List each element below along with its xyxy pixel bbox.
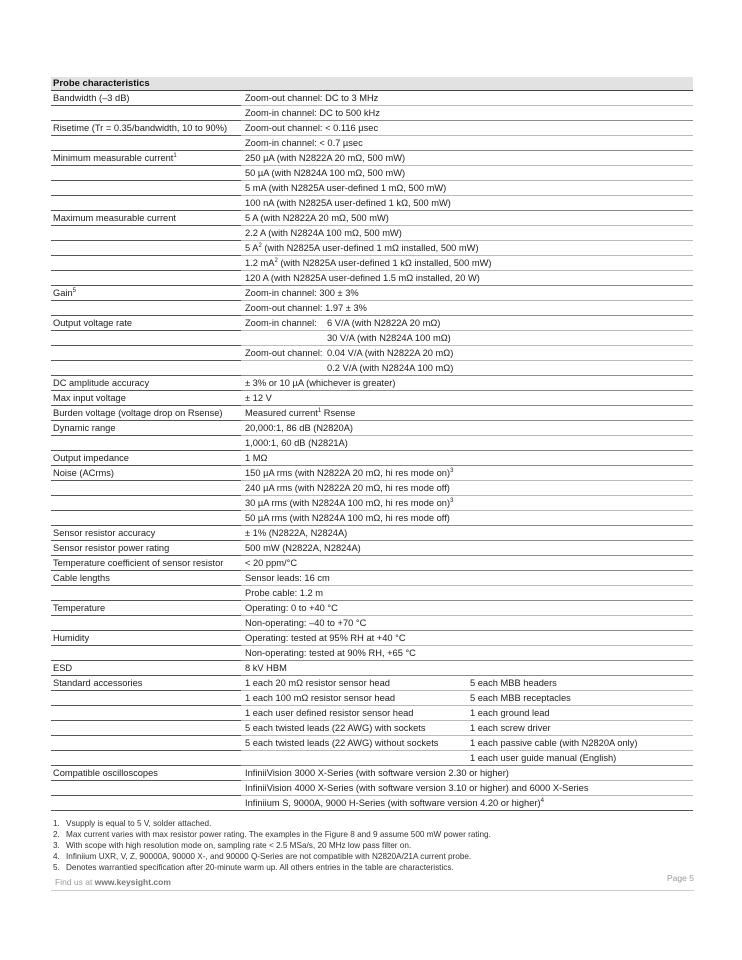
footnote-ref: 5 bbox=[72, 288, 76, 294]
row-value-text: 1,000:1, 60 dB (N2821A) bbox=[245, 438, 348, 448]
row-label-text: Temperature bbox=[53, 603, 106, 613]
footnote-ref: 1 bbox=[317, 408, 322, 414]
row-value-text: Zoom-in channel: DC to 500 kHz bbox=[245, 108, 380, 118]
table-row bbox=[51, 721, 693, 736]
row-value bbox=[241, 481, 693, 496]
row-value bbox=[241, 151, 693, 166]
row-label-text: ESD bbox=[53, 663, 73, 673]
table-row bbox=[51, 241, 693, 256]
row-label-text: Cable lengths bbox=[53, 573, 110, 583]
table-row bbox=[51, 136, 693, 151]
table-row bbox=[51, 301, 693, 316]
row-value bbox=[241, 601, 693, 616]
page-number: Page 5 bbox=[667, 873, 694, 883]
row-label bbox=[51, 436, 241, 451]
row-label bbox=[51, 211, 241, 226]
row-value bbox=[241, 346, 693, 361]
footnote-item bbox=[53, 829, 693, 840]
table-row bbox=[51, 271, 693, 286]
row-value-text: 0.04 V/A (with N2822A 20 mΩ) bbox=[327, 348, 454, 358]
row-label bbox=[51, 316, 241, 331]
row-value-text: 1 each passive cable (with N2820A only) bbox=[470, 738, 638, 748]
row-value-text: 5 each MBB headers bbox=[470, 678, 557, 688]
row-value-secondary bbox=[468, 691, 693, 706]
table-row bbox=[51, 571, 693, 586]
table-row bbox=[51, 121, 693, 136]
row-label-text: Minimum measurable current bbox=[53, 153, 174, 163]
row-label bbox=[51, 706, 241, 721]
row-value-text: ± 12 V bbox=[245, 393, 272, 403]
row-label bbox=[51, 166, 241, 181]
row-value bbox=[241, 646, 693, 661]
row-value bbox=[241, 211, 693, 226]
row-value bbox=[241, 391, 693, 406]
row-value bbox=[241, 766, 693, 781]
row-value bbox=[241, 736, 468, 751]
row-value-text: 6 V/A (with N2822A 20 mΩ) bbox=[327, 318, 441, 328]
table-row bbox=[51, 361, 693, 376]
row-label bbox=[51, 766, 241, 781]
row-label bbox=[51, 796, 241, 811]
table-row bbox=[51, 736, 693, 751]
footnote-item bbox=[53, 862, 693, 873]
row-value-text: 5 each twisted leads (22 AWG) with sockets bbox=[245, 723, 426, 733]
row-value-text: Zoom-in channel: 300 ± 3% bbox=[245, 288, 359, 298]
table-row bbox=[51, 316, 693, 331]
row-label bbox=[51, 526, 241, 541]
row-value bbox=[241, 781, 693, 796]
footnote-ref: 2 bbox=[258, 243, 262, 249]
row-value bbox=[241, 136, 693, 151]
row-label bbox=[51, 631, 241, 646]
row-label bbox=[51, 676, 241, 691]
footnote-item bbox=[53, 851, 693, 862]
row-label-text: Compatible oscilloscopes bbox=[53, 768, 158, 778]
row-label bbox=[51, 391, 241, 406]
table-row bbox=[51, 451, 693, 466]
row-value-text: InfiniiVision 3000 X-Series (with software version 2.30 or higher) bbox=[245, 768, 509, 778]
footer-website bbox=[55, 877, 171, 887]
row-value-secondary bbox=[468, 736, 693, 751]
row-value-key: Zoom-in channel: bbox=[245, 318, 317, 328]
row-label-text: Temperature coefficient of sensor resistor bbox=[53, 558, 224, 568]
table-row bbox=[51, 196, 693, 211]
table-row bbox=[51, 286, 693, 301]
table-body bbox=[51, 91, 693, 811]
row-value-text: Infiniium S, 9000A, 9000 H-Series (with software version 4.20 or higher) bbox=[245, 798, 541, 808]
row-label bbox=[51, 121, 241, 136]
row-label bbox=[51, 496, 241, 511]
row-value-text: 1 each ground lead bbox=[470, 708, 550, 718]
row-label-text: Risetime (Tr = 0.35/bandwidth, 10 to 90%) bbox=[53, 123, 228, 133]
row-label-text: Standard accessories bbox=[53, 678, 143, 688]
row-value bbox=[241, 451, 693, 466]
row-value bbox=[241, 91, 693, 106]
row-label bbox=[51, 541, 241, 556]
row-value-secondary bbox=[468, 721, 693, 736]
row-label bbox=[51, 511, 241, 526]
row-value bbox=[241, 511, 693, 526]
row-label-text: DC amplitude accuracy bbox=[53, 378, 150, 388]
footnote-number: 4. bbox=[53, 852, 60, 861]
row-value-text: Non-operating: –40 to +70 °C bbox=[245, 618, 367, 628]
table-row bbox=[51, 511, 693, 526]
footnote-item bbox=[53, 818, 693, 829]
row-value-text: < 20 ppm/°C bbox=[245, 558, 298, 568]
row-value bbox=[241, 556, 693, 571]
table-row bbox=[51, 586, 693, 601]
table-row bbox=[51, 466, 693, 481]
row-value-text: 30 V/A (with N2824A 100 mΩ) bbox=[327, 333, 451, 343]
row-label-text: Burden voltage (voltage drop on Rsense) bbox=[53, 408, 223, 418]
row-label bbox=[51, 286, 241, 301]
row-value-text: 8 kV HBM bbox=[245, 663, 287, 673]
row-label bbox=[51, 586, 241, 601]
row-value bbox=[241, 361, 693, 376]
footnote-number: 1. bbox=[53, 819, 60, 828]
table-row bbox=[51, 706, 693, 721]
row-value-text: InfiniiVision 4000 X-Series (with software version 3.10 or higher) and 6000 X-Series bbox=[245, 783, 589, 793]
row-value-text: 120 A (with N2825A user-defined 1.5 mΩ installed, 20 W) bbox=[245, 273, 480, 283]
row-label bbox=[51, 451, 241, 466]
row-value bbox=[241, 301, 693, 316]
table-row bbox=[51, 166, 693, 181]
row-value-text: Zoom-out channel: DC to 3 MHz bbox=[245, 93, 379, 103]
row-label bbox=[51, 691, 241, 706]
row-label-text: Output impedance bbox=[53, 453, 129, 463]
row-label-text: Maximum measurable current bbox=[53, 213, 176, 223]
row-label bbox=[51, 301, 241, 316]
row-label bbox=[51, 196, 241, 211]
row-label bbox=[51, 376, 241, 391]
row-label bbox=[51, 106, 241, 121]
row-label bbox=[51, 136, 241, 151]
table-row bbox=[51, 331, 693, 346]
row-value bbox=[241, 571, 693, 586]
row-label bbox=[51, 256, 241, 271]
footnote-item bbox=[53, 840, 693, 851]
row-value-suffix: Rsense bbox=[321, 408, 356, 418]
table-row bbox=[51, 346, 693, 361]
row-value-secondary bbox=[468, 706, 693, 721]
row-value-suffix: (with N2825A user-defined 1 mΩ installed, 500 mW) bbox=[261, 243, 479, 253]
row-value-text: 1 each user guide manual (English) bbox=[470, 753, 617, 763]
row-label bbox=[51, 151, 241, 166]
row-value bbox=[241, 436, 693, 451]
table-row bbox=[51, 376, 693, 391]
row-value-text: 500 mW (N2822A, N2824A) bbox=[245, 543, 361, 553]
row-value bbox=[241, 271, 693, 286]
row-value-text: 50 µA rms (with N2824A 100 mΩ, hi res mode off) bbox=[245, 513, 450, 523]
footnote-text: With scope with high resolution mode on, sampling rate < 2.5 MSa/s, 20 MHz low pass filter on. bbox=[66, 841, 412, 850]
row-label bbox=[51, 736, 241, 751]
row-value bbox=[241, 541, 693, 556]
table-row bbox=[51, 436, 693, 451]
footnote-number: 2. bbox=[53, 830, 60, 839]
footer-website-link[interactable]: www.keysight.com bbox=[94, 877, 171, 887]
table-row bbox=[51, 181, 693, 196]
row-label bbox=[51, 241, 241, 256]
table-row bbox=[51, 391, 693, 406]
row-value bbox=[241, 316, 693, 331]
row-value bbox=[241, 331, 693, 346]
row-value bbox=[241, 256, 693, 271]
row-value bbox=[241, 631, 693, 646]
row-value-text: 5 each MBB receptacles bbox=[470, 693, 571, 703]
row-label bbox=[51, 406, 241, 421]
table-row bbox=[51, 766, 693, 781]
row-value-text: Operating: tested at 95% RH at +40 °C bbox=[245, 633, 406, 643]
table-row bbox=[51, 661, 693, 676]
row-label bbox=[51, 616, 241, 631]
row-value-text: 100 nA (with N2825A user-defined 1 kΩ, 500 mW) bbox=[245, 198, 451, 208]
table-header-row bbox=[51, 77, 693, 91]
row-value bbox=[241, 676, 468, 691]
row-value-text: ± 1% (N2822A, N2824A) bbox=[245, 528, 348, 538]
row-value-text: 2.2 A (with N2824A 100 mΩ, 500 mW) bbox=[245, 228, 402, 238]
row-value bbox=[241, 166, 693, 181]
row-label-text: Humidity bbox=[53, 633, 90, 643]
row-value-suffix: (with N2825A user-defined 1 kΩ installed, 500 mW) bbox=[277, 258, 492, 268]
table-row bbox=[51, 526, 693, 541]
table-row bbox=[51, 226, 693, 241]
row-value-text: 1 each screw driver bbox=[470, 723, 551, 733]
row-value-text: Operating: 0 to +40 °C bbox=[245, 603, 338, 613]
row-label-text: Output voltage rate bbox=[53, 318, 133, 328]
row-value-text: 1 MΩ bbox=[245, 453, 268, 463]
row-value bbox=[241, 226, 693, 241]
probe-characteristics-table bbox=[51, 77, 693, 811]
row-value-text: Zoom-out channel: < 0.116 µsec bbox=[245, 123, 379, 133]
row-value-text: 20,000:1, 86 dB (N2820A) bbox=[245, 423, 354, 433]
footnote-number: 5. bbox=[53, 863, 60, 872]
row-value bbox=[241, 421, 693, 436]
row-value-text: Sensor leads: 16 cm bbox=[245, 573, 330, 583]
table-row bbox=[51, 496, 693, 511]
row-label bbox=[51, 721, 241, 736]
row-value-text: 1.2 mA bbox=[245, 258, 275, 268]
row-value bbox=[241, 796, 693, 811]
row-label bbox=[51, 466, 241, 481]
footnote-text: Max current varies with max resistor power rating. The examples in the Figure 8 and 9 assume 500 mW power rating. bbox=[66, 830, 491, 839]
row-value-text: 250 µA (with N2822A 20 mΩ, 500 mW) bbox=[245, 153, 406, 163]
row-label bbox=[51, 601, 241, 616]
row-value bbox=[241, 181, 693, 196]
row-label-text: Gain bbox=[53, 288, 73, 298]
table-row bbox=[51, 91, 693, 106]
table-row bbox=[51, 556, 693, 571]
table-row bbox=[51, 421, 693, 436]
row-value-text: Measured current bbox=[245, 408, 318, 418]
row-value bbox=[241, 376, 693, 391]
row-label-text: Sensor resistor accuracy bbox=[53, 528, 156, 538]
row-value bbox=[241, 586, 693, 601]
row-value-text: Non-operating: tested at 90% RH, +65 °C bbox=[245, 648, 416, 658]
row-label bbox=[51, 571, 241, 586]
footnote-ref: 1 bbox=[173, 153, 177, 159]
row-value-text: 5 A (with N2822A 20 mΩ, 500 mW) bbox=[245, 213, 389, 223]
footer-divider bbox=[51, 890, 694, 891]
table-row bbox=[51, 781, 693, 796]
row-label bbox=[51, 181, 241, 196]
row-value-text: 1 each 100 mΩ resistor sensor head bbox=[245, 693, 396, 703]
table-row bbox=[51, 631, 693, 646]
footnote-ref: 3 bbox=[450, 498, 454, 504]
footnotes bbox=[53, 818, 693, 873]
row-value-text: 150 µA rms (with N2822A 20 mΩ, hi res mode on) bbox=[245, 468, 451, 478]
row-label bbox=[51, 421, 241, 436]
table-row bbox=[51, 676, 693, 691]
table-row bbox=[51, 601, 693, 616]
row-value bbox=[241, 691, 468, 706]
footer-find-prefix: Find us at bbox=[55, 877, 93, 887]
row-label bbox=[51, 781, 241, 796]
table-row bbox=[51, 616, 693, 631]
footnote-ref: 4 bbox=[540, 798, 544, 804]
table-row bbox=[51, 151, 693, 166]
row-value-text: 50 µA (with N2824A 100 mΩ, 500 mW) bbox=[245, 168, 406, 178]
row-label bbox=[51, 91, 241, 106]
row-label bbox=[51, 226, 241, 241]
footnote-number: 3. bbox=[53, 841, 60, 850]
row-label bbox=[51, 751, 241, 766]
row-label bbox=[51, 361, 241, 376]
table-row bbox=[51, 211, 693, 226]
row-value bbox=[241, 121, 693, 136]
row-value bbox=[241, 106, 693, 121]
row-value bbox=[241, 661, 693, 676]
row-value-key: Zoom-out channel: bbox=[245, 348, 323, 358]
row-value-text: 1 each user defined resistor sensor head bbox=[245, 708, 414, 718]
row-value-text: 0.2 V/A (with N2824A 100 mΩ) bbox=[327, 363, 454, 373]
row-label bbox=[51, 271, 241, 286]
row-value bbox=[241, 496, 693, 511]
row-value-text: Zoom-out channel: 1.97 ± 3% bbox=[245, 303, 367, 313]
row-value bbox=[241, 751, 468, 766]
row-value-text: 1 each 20 mΩ resistor sensor head bbox=[245, 678, 390, 688]
row-label bbox=[51, 481, 241, 496]
table-row bbox=[51, 541, 693, 556]
row-value bbox=[241, 526, 693, 541]
row-value-text: Zoom-in channel: < 0.7 µsec bbox=[245, 138, 363, 148]
table-row bbox=[51, 256, 693, 271]
row-value bbox=[241, 706, 468, 721]
row-value-text: 5 A bbox=[245, 243, 259, 253]
row-value bbox=[241, 196, 693, 211]
row-value bbox=[241, 241, 693, 256]
table-row bbox=[51, 751, 693, 766]
table-row bbox=[51, 406, 693, 421]
table-row bbox=[51, 796, 693, 811]
row-value bbox=[241, 466, 693, 481]
row-label bbox=[51, 331, 241, 346]
row-value bbox=[241, 616, 693, 631]
row-label bbox=[51, 556, 241, 571]
footnote-ref: 3 bbox=[450, 468, 454, 474]
footnote-ref: 2 bbox=[274, 258, 278, 264]
row-label bbox=[51, 646, 241, 661]
table-header: Probe characteristics bbox=[51, 77, 693, 91]
row-value-text: 5 mA (with N2825A user-defined 1 mΩ, 500 mW) bbox=[245, 183, 447, 193]
footnote-text: Infiniium UXR, V, Z, 90000A, 90000 X-, and 90000 Q-Series are not compatible with N2820A/21A current probe. bbox=[66, 852, 472, 861]
row-value bbox=[241, 721, 468, 736]
row-label-text: Max input voltage bbox=[53, 393, 126, 403]
row-label-text: Bandwidth (–3 dB) bbox=[53, 93, 130, 103]
table-row bbox=[51, 106, 693, 121]
row-value-secondary bbox=[468, 751, 693, 766]
row-label-text: Sensor resistor power rating bbox=[53, 543, 170, 553]
table-row bbox=[51, 691, 693, 706]
row-value bbox=[241, 406, 693, 421]
row-value-text: Probe cable: 1.2 m bbox=[245, 588, 324, 598]
table-row bbox=[51, 646, 693, 661]
row-value-secondary bbox=[468, 676, 693, 691]
footnote-text: Denotes warrantied specification after 20-minute warm up. All others entries in the table are characteristics. bbox=[66, 863, 454, 872]
row-label-text: Noise (ACrms) bbox=[53, 468, 114, 478]
row-value-text: 5 each twisted leads (22 AWG) without sockets bbox=[245, 738, 439, 748]
row-value bbox=[241, 286, 693, 301]
row-label bbox=[51, 346, 241, 361]
row-value-text: 240 µA rms (with N2822A 20 mΩ, hi res mode off) bbox=[245, 483, 450, 493]
row-label-text: Dynamic range bbox=[53, 423, 116, 433]
table-row bbox=[51, 481, 693, 496]
row-value-text: 30 µA rms (with N2824A 100 mΩ, hi res mode on) bbox=[245, 498, 451, 508]
footnote-text: Vsupply is equal to 5 V, solder attached. bbox=[66, 819, 212, 828]
row-label bbox=[51, 661, 241, 676]
row-value-text: ± 3% or 10 µA (whichever is greater) bbox=[245, 378, 396, 388]
